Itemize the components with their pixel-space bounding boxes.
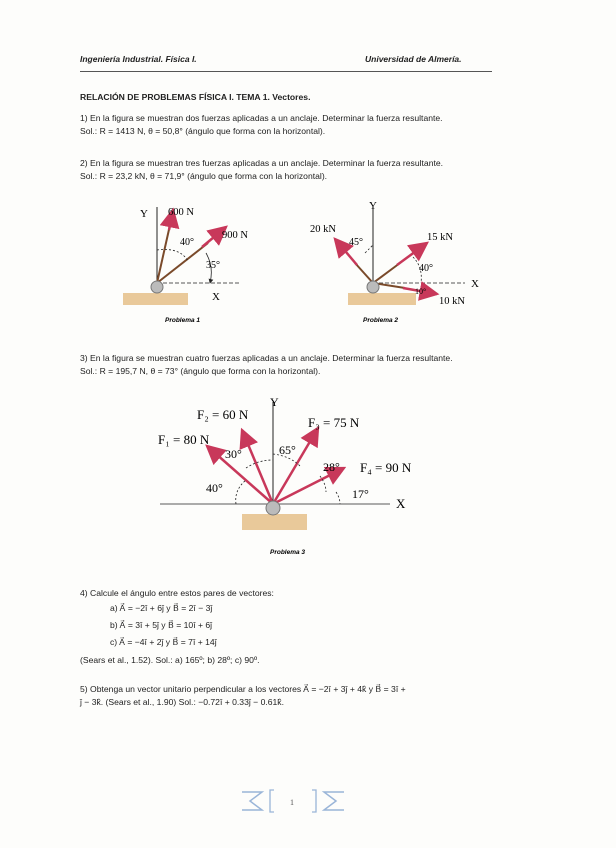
force-15kn-arrow [373, 263, 400, 283]
problem-4-intro: 4) Calcule el ángulo entre estos pares de vectores: [80, 588, 274, 598]
fig2-caption: Problema 2 [363, 317, 399, 324]
fig3-y-label: Y [270, 395, 279, 409]
fig2-angle-2-label: 40° [419, 263, 433, 274]
problem-3-text: 3) En la figura se muestran cuatro fuerzas aplicadas a un anclaje. Determinar la fuerza resultante. Sol.: R = 195,7 N, θ = 73° (ángulo que forma con la horizontal). [80, 353, 453, 376]
header-left: Ingeniería Industrial. Física I. [80, 54, 197, 64]
force-20kn-arrow [355, 263, 373, 283]
figure-problem-1 [110, 195, 270, 330]
ground-block [242, 514, 307, 530]
fig2-force-2-label: 15 kN [427, 232, 453, 243]
fig3-angle-5-label: 17° [352, 487, 369, 501]
fig2-force-1-label: 20 kN [310, 224, 336, 235]
fig3-angle-2-label: 30° [225, 447, 242, 461]
fig2-y-label: Y [369, 200, 377, 212]
header-right: Universidad de Almería. [365, 54, 462, 64]
fig2-force-3-label: 10 kN [439, 296, 465, 307]
fig1-angle-1-label: 40° [180, 237, 194, 248]
ground-block [348, 293, 416, 305]
fig2-angle-1-label: 45° [349, 237, 363, 248]
fig1-angle-2-label: 35° [206, 260, 220, 271]
document-title: RELACIÓN DE PROBLEMAS FÍSICA I. TEMA 1. Vectores. [80, 92, 311, 102]
fig3-force-4-label: F₄ = 90 N [360, 460, 412, 475]
fig1-force-2-label: 900 N [222, 230, 248, 241]
fig3-angle-4-label: 28° [323, 460, 340, 474]
anchor [151, 281, 163, 293]
fig3-angle-3-label: 65° [279, 443, 296, 457]
footer-page-ornament [240, 786, 346, 816]
problem-4-solution: (Sears et al., 1.52). Sol.: a) 165º; b) 28º; c) 90º. [80, 655, 260, 665]
fig1-y-label: Y [140, 208, 148, 220]
problem-2-text: 2) En la figura se muestran tres fuerzas aplicadas a un anclaje. Determinar la fuerza resultante. Sol.: R = 23,2 kN, θ = 71,9° (ángulo que forma con la horizontal). [80, 158, 444, 181]
anchor [266, 501, 280, 515]
figure-problem-3 [150, 392, 430, 562]
force-f2-arrow [242, 430, 273, 504]
anchor [367, 281, 379, 293]
header-rule [80, 71, 492, 72]
problem-5-text: 5) Obtenga un vector unitario perpendicular a los vectores A⃗ = −2î + 3ĵ + 4k̂ y B⃗ = 3î + ĵ − 3k̂. (Sears et al., 1.90) Sol.: −0.72î + 0.33ĵ − 0.61k̂. [80, 684, 406, 707]
fig3-force-3-label: F₃ = 75 N [308, 415, 360, 430]
fig1-caption: Problema 1 [165, 317, 201, 324]
problem-1-text: 1) En la figura se muestran dos fuerzas aplicadas a un anclaje. Determinar la fuerza resultante. Sol.: R = 1413 N, θ = 50,8° (ángulo que forma con la horizontal). [80, 113, 443, 136]
fig1-force-1-label: 600 N [168, 207, 194, 218]
fig3-caption: Problema 3 [270, 549, 306, 556]
fig3-x-label: X [396, 496, 406, 511]
ground-block [123, 293, 188, 305]
fig3-force-1-label: F₁ = 80 N [158, 432, 210, 447]
fig3-force-2-label: F₂ = 60 N [197, 407, 249, 422]
fig2-x-label: X [471, 278, 479, 290]
fig2-angle-3-label: 10° [415, 287, 427, 296]
figure-problem-2 [305, 195, 500, 330]
problem-4-a: a) A⃗ = −2î + 6ĵ y B⃗ = 2î − 3ĵ [110, 603, 213, 613]
problem-4-b: b) A⃗ = 3î + 5ĵ y B⃗ = 10î + 6ĵ [110, 620, 213, 630]
fig3-angle-1-label: 40° [206, 481, 223, 495]
problem-4-c: c) A⃗ = −4î + 2ĵ y B⃗ = 7î + 14ĵ [110, 637, 217, 647]
page-number: 1 [290, 798, 294, 807]
fig1-x-label: X [212, 291, 220, 303]
